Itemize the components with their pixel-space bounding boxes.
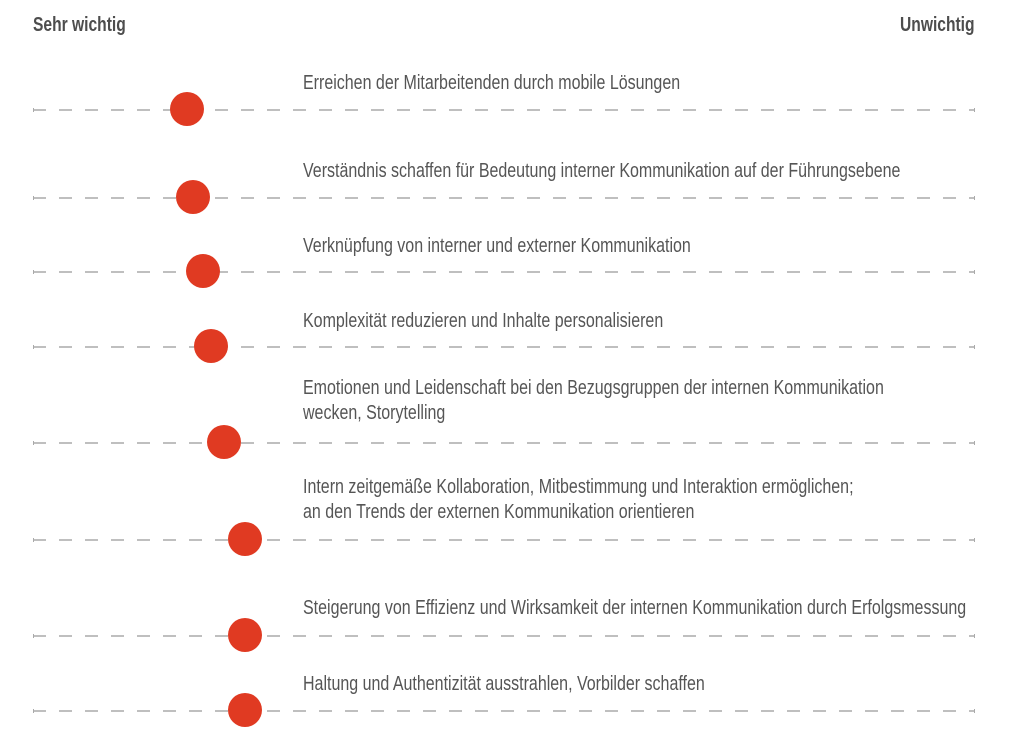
rating-dot-marker — [207, 425, 241, 459]
row-label: Erreichen der Mitarbeitenden durch mobile Lösungen — [303, 72, 681, 94]
row-label: Verständnis schaffen für Bedeutung interner Kommunikation auf der Führungsebene — [303, 160, 901, 182]
rating-dot-marker — [194, 329, 228, 363]
row-label: Intern zeitgemäße Kollaboration, Mitbestimmung und Interaktion ermöglichen; — [303, 476, 854, 498]
dashed-axis — [33, 194, 975, 202]
scale-line — [33, 197, 975, 198]
row-label: Steigerung von Effizienz und Wirksamkeit der internen Kommunikation durch Erfolgsmessung — [303, 597, 967, 619]
rating-dot-marker — [170, 92, 204, 126]
rating-dot-marker — [228, 522, 262, 556]
dashed-axis — [33, 536, 975, 544]
dashed-axis — [33, 707, 975, 715]
dashed-axis — [33, 632, 975, 640]
rating-dot-marker — [176, 180, 210, 214]
scale-line — [33, 710, 975, 711]
scale-line — [33, 271, 975, 272]
row-label: an den Trends der externen Kommunikation orientieren — [303, 501, 695, 523]
rating-dot-marker — [228, 618, 262, 652]
row-label: Verknüpfung von interner und externer Kommunikation — [303, 235, 691, 257]
row-label: Emotionen und Leidenschaft bei den Bezugsgruppen der internen Kommunikation — [303, 377, 884, 399]
dashed-axis — [33, 343, 975, 351]
scale-line — [33, 346, 975, 347]
axis-label-unimportant: Unwichtig — [900, 14, 975, 36]
scale-line — [33, 539, 975, 540]
scale-line — [33, 635, 975, 636]
scale-line — [33, 442, 975, 443]
row-label: wecken, Storytelling — [303, 402, 446, 424]
dashed-axis — [33, 439, 975, 447]
row-label: Haltung und Authentizität ausstrahlen, Vorbilder schaffen — [303, 673, 705, 695]
axis-label-very-important: Sehr wichtig — [33, 14, 126, 36]
dashed-axis — [33, 268, 975, 276]
rating-dot-marker — [228, 693, 262, 727]
rating-dot-marker — [186, 254, 220, 288]
row-label: Komplexität reduzieren und Inhalte personalisieren — [303, 310, 664, 332]
